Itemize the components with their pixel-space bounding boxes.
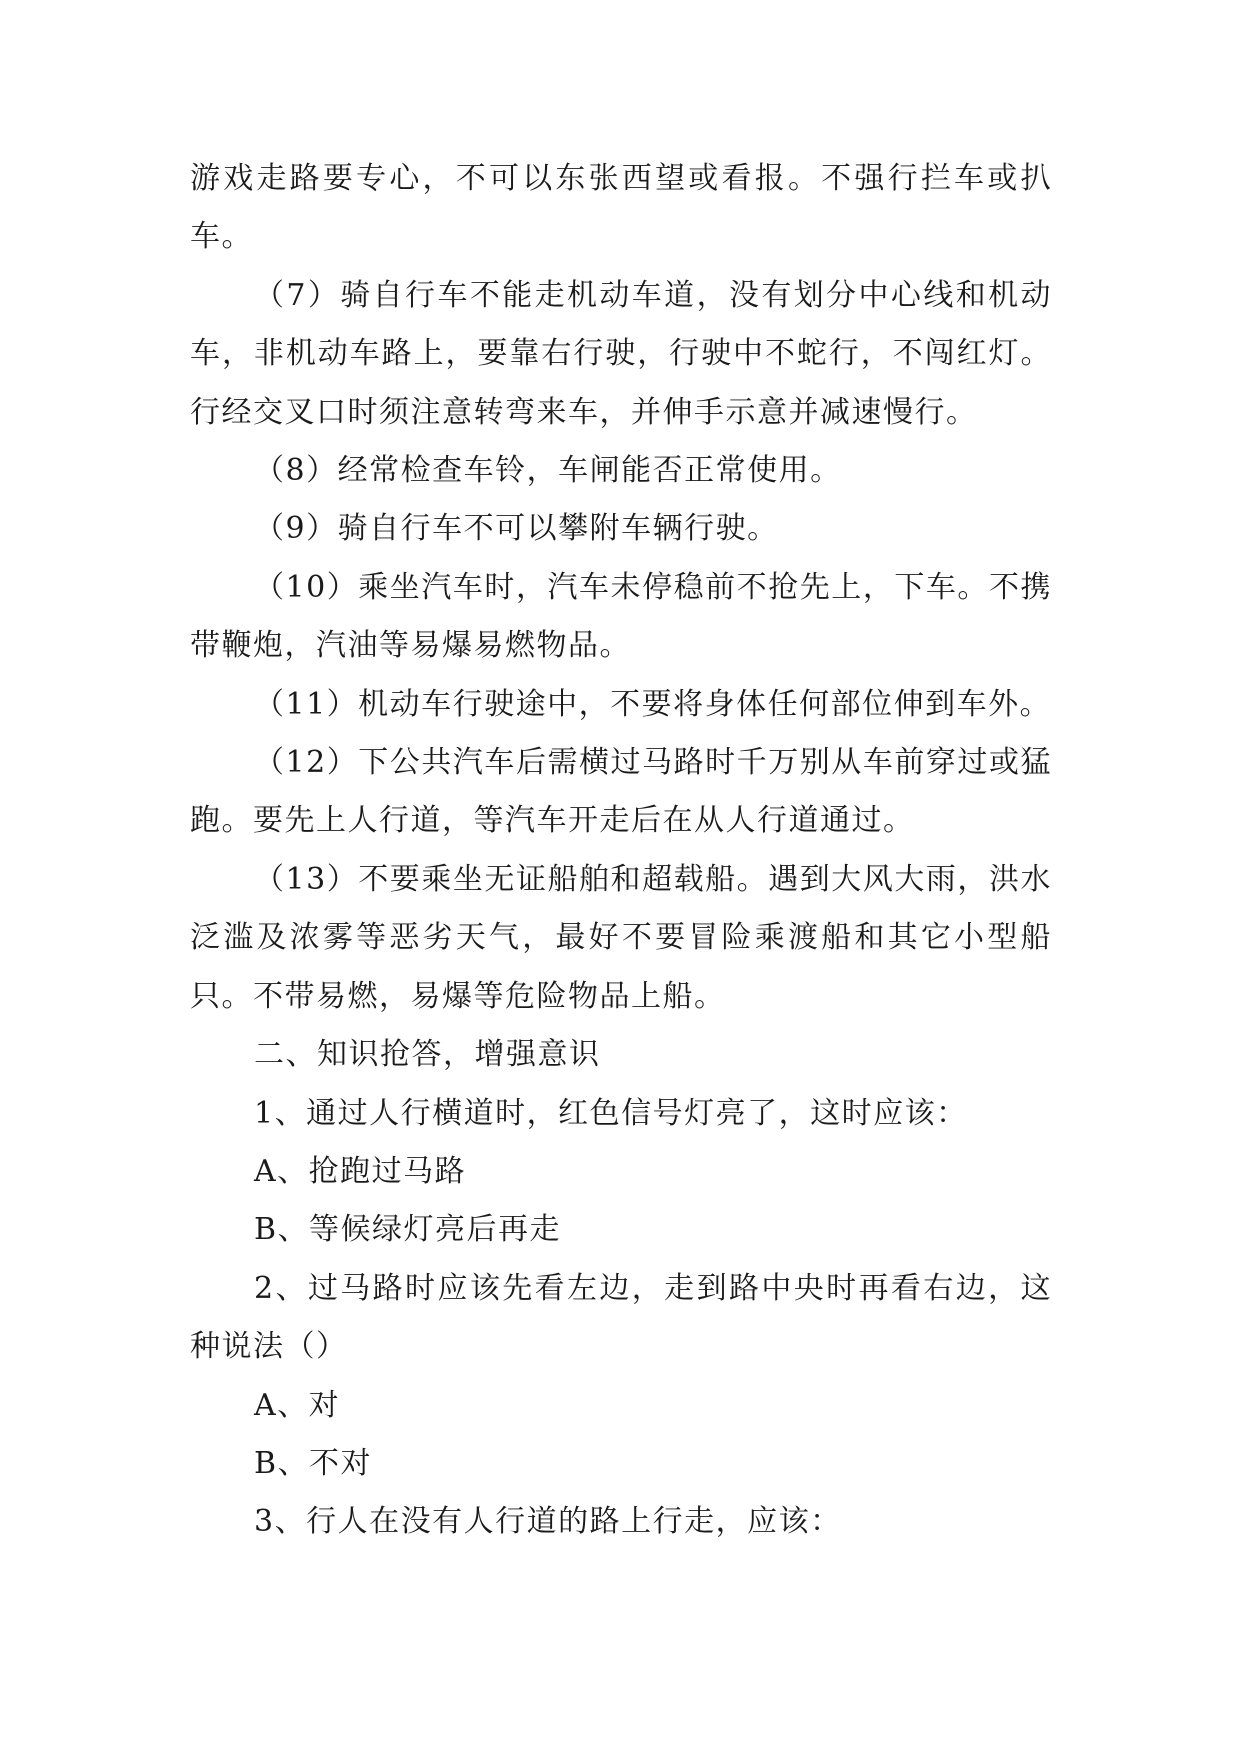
question-2-option-a: A、对: [254, 1387, 341, 1423]
section-heading: 二、知识抢答，增强意识: [254, 1037, 601, 1073]
question-1: 1、通过人行横道时，红色信号灯亮了，这时应该：: [254, 1095, 968, 1131]
question-2: 2、过马路时应该先看左边，走到路中央时再看右边，这种说法（）: [190, 1270, 1052, 1365]
paragraph-rule-12: （12）下公共汽车后需横过马路时千万别从车前穿过或猛跑。要先上人行道，等汽车开走后在从人行道通过。: [190, 745, 1052, 839]
question-2-option-b: B、不对: [254, 1445, 373, 1481]
question-1-option-a: A、抢跑过马路: [254, 1153, 467, 1189]
paragraph-rule-13: （13）不要乘坐无证船舶和超载船。遇到大风大雨，洪水泛滥及浓雾等恶劣天气，最好不要冒险乘渡船和其它小型船只。不带易燃，易爆等危险物品上船。: [190, 861, 1052, 1014]
question-1-option-b: B、等候绿灯亮后再走: [254, 1212, 562, 1248]
paragraph-continuation: 游戏走路要专心，不可以东张西望或看报。不强行拦车或扒车。: [190, 161, 1052, 255]
paragraph-rule-7: （7）骑自行车不能走机动车道，没有划分中心线和机动车，非机动车路上，要靠右行驶，行驶中不蛇行，不闯红灯。行经交叉口时须注意转弯来车，并伸手示意并减速慢行。: [190, 277, 1052, 430]
paragraph-rule-10: （10）乘坐汽车时，汽车未停稳前不抢先上，下车。不携带鞭炮，汽油等易爆易燃物品。: [190, 569, 1052, 664]
paragraph-rule-9: （9）骑自行车不可以攀附车辆行驶。: [254, 511, 779, 547]
paragraph-rule-11: （11）机动车行驶途中，不要将身体任何部位伸到车外。: [254, 686, 1052, 722]
question-3: 3、行人在没有人行道的路上行走，应该：: [254, 1504, 842, 1540]
document-body: [190, 150, 1052, 1552]
paragraph-rule-8: （8）经常检查车铃，车闸能否正常使用。: [254, 453, 842, 489]
